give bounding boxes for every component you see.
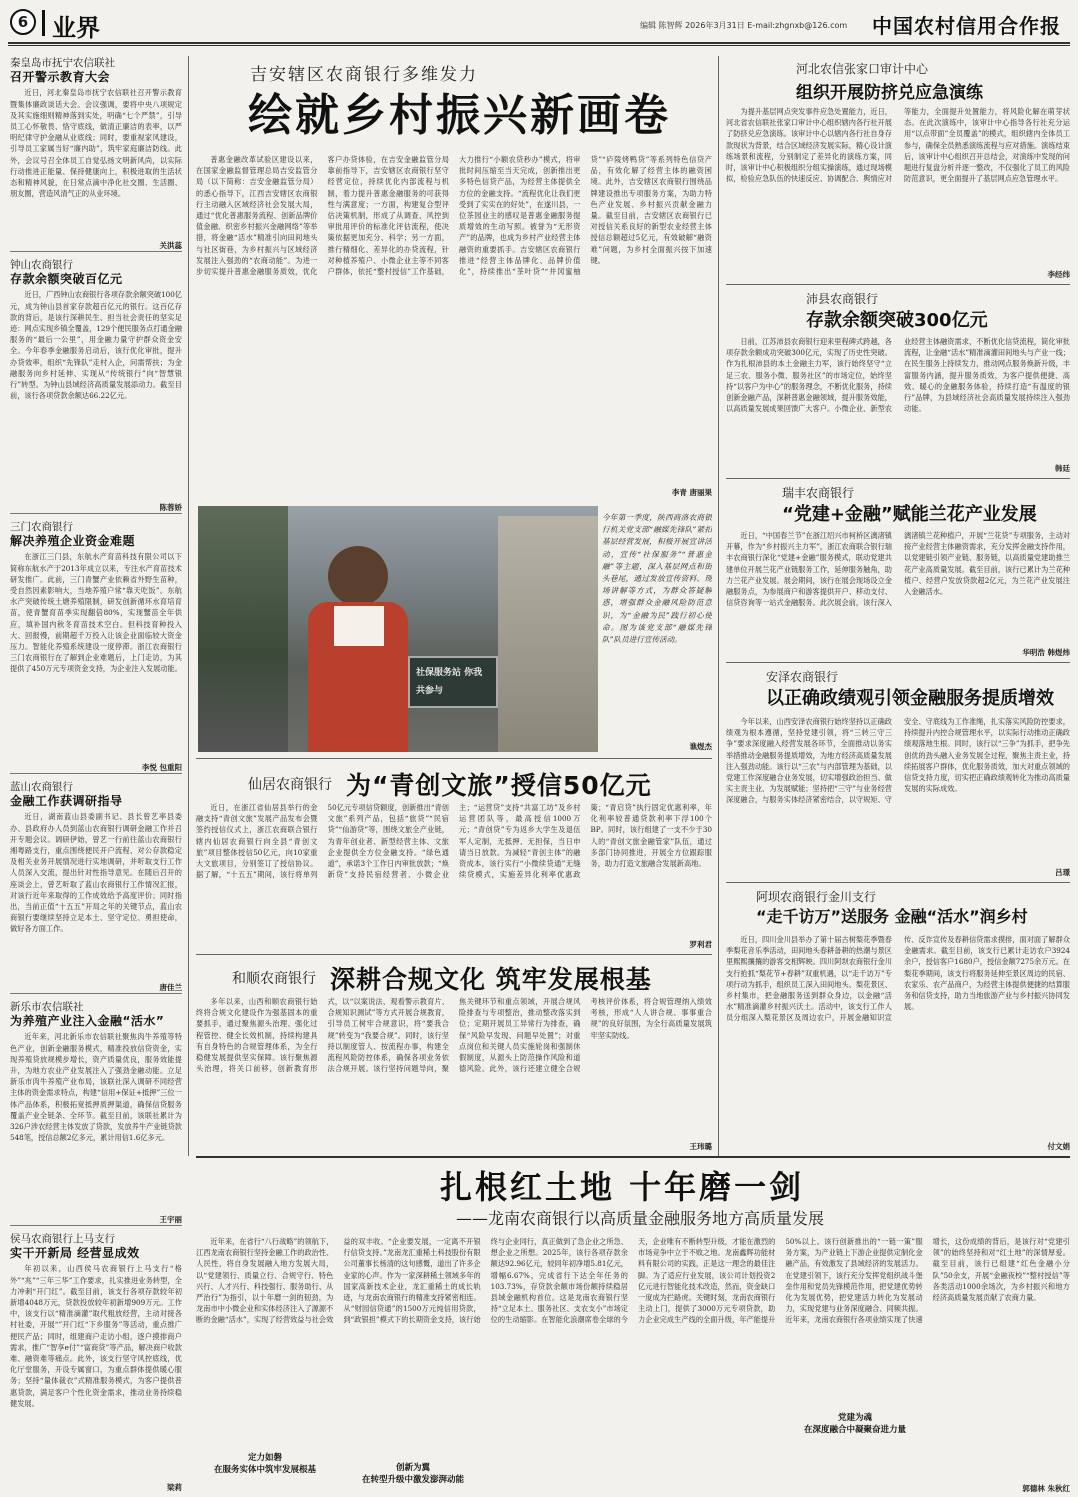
left-article-kicker: 三门农商银行 (10, 521, 73, 533)
left-article-author: 王宇丽 (157, 1214, 183, 1225)
left-article-headline: 召开警示教育大会 (10, 70, 111, 84)
heshun-kicker: 和顺农商银行 (232, 971, 316, 987)
ji-an-headline: 绘就乡村振兴新画卷 (248, 90, 671, 141)
left-article-headline: 存款余额突破百亿元 (10, 272, 123, 286)
xianju-kicker: 仙居农商银行 (248, 777, 332, 793)
zhangjiakou-body: 为提升基层网点突发事件应急处置能力，近日，河北省农信联社张家口审计中心组织辖内各行社开展了防挤兑应急演练。该审计中心以辖内各行社自身存款现状为背景，结合区域经济发展实际，精心设计演练场景和流程，分别制定了差异化的演练方案，同时，该审计中心积极组织分组实操演练，通过现场模拟，检验应急队伍的快速反应、协调配合、舆情应对等能力，全面提升处置能力，将风险化解在萌芽状态。在此次演练中，该审计中心指导各行社充分运用“以点带面”全员覆盖”的模式，组织辖内全体员工参与，确保全员熟悉演练流程与应对措施。演练结束后，该审计中心组织召开总结会，对演练中发现的问题进行复盘分析并逐一整改，不仅强化了员工的风险防范意识，更全面提升了基层网点应急管理水平。 (726, 107, 1070, 184)
caption-text: 今年第一季度，陕西商洛农商银行机关党支部“融媒先锋队”紧扣基层经营发展，积极开展宣讲活动，宣传“社保服务”“普惠金融”等主题，深入基层网点和街头巷尾，通过发放宣传资料、现场讲解等方式，为群众答疑解惑，增强群众金融风险防范意识，为“金融为民”践行初心使命。图为该党支部“融媒先锋队”队员进行宣传活动。 (602, 513, 712, 645)
longnan-subhead: ——龙南农商银行以高质量金融服务地方高质量发展 (456, 1209, 825, 1228)
xianju-headline: 为“青创文旅”授信50亿元 (346, 771, 652, 800)
left-column (10, 56, 182, 1492)
article-xianju (196, 762, 712, 950)
news-photo (198, 506, 598, 752)
ji-an-body: 普惠金融改革试验区建设以来，在国家金融监督管理总局吉安监管分局（以下简称：吉安金融监管分局）的悉心指导下，江西吉安辖区农商银行主动融入区域经济社会发展大局，通过“优化普惠服务流程、创新品牌价值金融、织密乡村振兴金融网络”等举措，将金融“活水”精准引向田间地头与社区街巷，为乡村振兴与区域经济发展注入强劲的“农商动能”。为进一步切实提升普惠金融服务质效，优化客户办贷体验，在吉安金融监管分局靠前指导下，吉安辖区农商银行坚守经营定位，持续优化内部流程与机制，着力提升普惠金融服务的可获得性与满意度；一方面，构建复合型评估决策机制，形成了从调查、风控到审批用评价的标准化评估流程，使决策依据更加充分、科学；另一方面，推行精细化、差异化的办贷流程，针对种植养殖户、小微企业主等不同客户群体，依托“整村授信”工作基础，大力推行“小额农贷秒办”模式，将审批时间压缩至当天完成，创新推出更多特色信贷产品，为经营主体提供全方位的金融支持。“流程优化让我们更受到了实实在的好处”，在遂川县，一位茶园业主的感叹是普惠金融服务提质增效的生动写照。被誉为“无形资产”的品牌，也成为乡村产业经营主体融资的重要抓手。吉安辖区农商银行推进“经营主体品牌化、品牌价值化”，持续推出“茶叶贷”“井冈蜜柚贷”“庐陵烤鸭贷”等系列特色信贷产品，有效化解了经营主体的融资困境。此外，吉安辖区农商银行围绕品牌建设推出专项服务方案，为助力特色产业发展、乡村振兴贡献金融力量。截至目前，吉安辖区农商银行已对授信关系良好的新型农业经营主体授信总额超过5亿元，有效破解“融资难”问题，为乡村全面振兴按下加速键。 (196, 155, 712, 277)
longnan-author: 郭德林 朱秋红 (1019, 1483, 1070, 1494)
left-article-kicker: 蓝山农商银行 (10, 781, 73, 793)
longnan-headline: 扎根红土地 十年磨一剑 (440, 1168, 805, 1206)
left-article-kicker: 钟山农商银行 (10, 259, 73, 271)
jinchuan-headline: “走千访万”送服务 金融“活水”润乡村 (756, 907, 1028, 926)
left-article-author: 李悦 包重阳 (139, 762, 182, 773)
page-number-circle (10, 9, 36, 35)
jinchuan-body: 近日，四川金川县举办了第十届古树梨花季暨春季梨花音乐季活动，田间地头春耕备耕的热潮与景区里熙熙攘攘的游客交相辉映。四川阿坝农商银行金川支行抢抓“梨花节+春耕”双重机遇，以“走千访万”专项行动为抓手，组织员工深入田间地头、梨花景区、乡村集市，把金融服务送到群众身边，以金融“活水”精准滴灌乡村振兴沃土。活动中，该支行工作人员分组深入梨花景区及周边农户，开展金融知识宣传、反诈宣传及春耕信贷需求摸排，面对面了解群众金融需求。截至目前，该支行已累计走访农户3924余户，授信客户1680户，授信金额7275余万元。在梨花季期间，该支行将服务延伸至景区周边的民宿、农家乐、农产品商户，为经营主体提供便捷的结算服务和信贷支持，助力当地旅游产业与乡村振兴协同发展。 (726, 935, 1070, 1023)
jinchuan-author: 付文娟 (1045, 1141, 1071, 1152)
left-article-author: 梁莉 (164, 1482, 182, 1492)
zhangjiakou-headline: 组织开展防挤兑应急演练 (796, 83, 983, 103)
longnan-subheading-2: 创新为翼 在转型升级中激发澎湃动能 (344, 1462, 482, 1486)
ji-an-kicker: 吉安辖区农商银行多维发力 (250, 65, 478, 85)
article-anze (726, 666, 1070, 878)
article-peixian (726, 288, 1070, 474)
caption-author: 谯煜杰 (687, 741, 713, 752)
article-ji-an (196, 58, 712, 498)
ruifeng-kicker: 瑞丰农商银行 (782, 486, 855, 500)
article-heshun (196, 958, 712, 1152)
left-article-author: 关洪蕊 (157, 240, 183, 251)
ruifeng-body: 近日，“中国春兰节”在浙江绍兴市柯桥区漓渚镇开幕，作为“乡村振兴主力军”，浙江农商联合银行瑞丰农商银行深化“党建+金融”服务模式，联动党建共建单位开展兰花产业链服务工作，延伸服务触角，助力兰花产业发展。展会期间，该行在展会现场设立金融服务点，为参展商户和游客提供开户、移动支付、信贷咨询等一站式金融服务。此次展会前，该行深入漓渚镇兰花种植户，开展“兰花贷”专项服务，主动对接产业经营主体融资需求，充分发挥金融支持作用，以党建链引领产业链、服务链，以高质量党建助推兰花产业高质量发展。截至目前，该行已累计为兰花种植户、经营户发放贷款超2亿元，为兰花产业发展注入金融活水。 (726, 531, 1070, 608)
masthead (0, 0, 1078, 46)
left-article-headline: 实干开新局 经营显成效 (10, 1246, 140, 1260)
heshun-author: 王玮璐 (687, 1141, 713, 1152)
left-article-headline: 金融工作获调研指导 (10, 794, 123, 808)
left-article-kicker: 侯马农商银行上马支行 (10, 1233, 115, 1245)
anze-author: 吕璟 (1052, 867, 1070, 878)
section-name: 业界 (52, 14, 100, 42)
left-article-headline: 为养殖产业注入金融“活水” (10, 1014, 165, 1028)
left-article (10, 520, 182, 774)
left-article (10, 1000, 182, 1226)
ruifeng-headline: “党建+金融”赋能兰花产业发展 (782, 504, 1037, 525)
ruifeng-author: 华明浩 韩煜炜 (1019, 647, 1070, 658)
heshun-body: 多年以来，山西和顺农商银行始终将合规文化建设作为强基固本的重要抓手，通过聚焦源头治理、强化过程管控、健全长效机制，持续构建具有自身特色的合规管理体系，为全行稳健发展提供坚实保障。该行聚焦源头治理，将关口前移，创新教育形式，以“以案说法、观看警示教育片、合规知识测试”等方式开展合规教育，引导员工树牢合规意识，将“要我合规”转变为“我要合规”。同时，该行坚持以制度管人、按流程办事，构建全流程风险防控体系，确保各项业务依法合规开展。该行坚持问题导向，聚焦关键环节和重点领域，开展合规风险排查与专项整治，推动整改落实到位；定期开展员工异常行为排查，确保“风险早发现、问题早处置”；对重点岗位和关键人员实施轮岗和强制休假制度，从源头上防范操作风险和道德风险。此外，该行还建立健全合规考核评价体系，将合规管理纳入绩效考核，形成“人人讲合规、事事重合规”的良好氛围，为全行高质量发展筑牢坚实防线。 (196, 997, 712, 1074)
editor-info: 编辑 陈智辉 2026年3月31日 E-mail:zhgnxb@126.com (640, 21, 848, 30)
left-article (10, 258, 182, 514)
left-article (10, 1232, 182, 1492)
peixian-kicker: 沛县农商银行 (806, 292, 879, 306)
left-article-author: 陈蓉娇 (157, 502, 183, 513)
left-article-author: 唐佳兰 (157, 982, 183, 993)
left-article-kicker: 秦皇岛市抚宁农信联社 (10, 57, 115, 69)
anze-body: 今年以来，山西安泽农商银行始终坚持以正确政绩观为根本遵循，坚持党建引领，将“三转三守三争”要求深度融入经营发展各环节，全面推动以务实举措推动金融服务提质增效，为地方经济高质量发展注入强劲动能。该行以“三农”与内部管理为基础，以党建工作深度融合业务发展，切实增强政治担当、做实主责主业、为发展赋能；坚持把“三守”与业务经营深度融合，与服务实体经济紧密结合，以守规矩、守安全、守底线为工作准绳，扎实落实风险防控要求，持续提升内控合规管理水平，以实际行动推动正确政绩观落地生根。同时，该行以“三争”为抓手，把争先创优的劲头融入业务发展全过程，聚焦主责主业，持续拓展客户群体，优化服务质效，加大对重点领域的信贷支持力度，切实把正确政绩观转化为推动高质量发展的实际成效。 (726, 717, 1070, 805)
left-article-body: 在浙江三门县，东航水产育苗科技有限公司以下简称东航水产于2013年成立以来，专注水产育苗技术研发推广。此前，三门青蟹产业依赖省外野生苗种，受自然因素影响大，当地养殖户常“靠天吃饭”。东航水产突破传统土塘养殖限制，研发创新循环水育培育苗，使青蟹育苗季实现翻倍80%，实现蟹苗全年供应，填补国内秋冬育苗技术空白。但科技育种投入大、回报慢，前期超千万投入让该企业面临较大资金压力。智能化养殖系统建设一度停滞。浙江农商银行三门农商银行在了解到企业难题后，上门走访，为其提供了450万元专项资金支持，为企业注入发展动能。 (10, 552, 182, 674)
longnan-body: 近年来，在省行“八行战略”的领航下，江西龙南农商银行坚持金融工作的政治性、人民性，将自身发展融入地方发展大局，以“党建领行、质量立行、合规守行、特色兴行、人才兴行、科技强行、服务助行、从严治行”为指引，以十年磨一剑的韧劲，为龙南市中小微企业和实体经济注入了源源不断的金融“活水”，实现了经营效益与社会效益的双丰收。“企业要发展，一定离不开银行信贷支持。”龙南龙汇重稀土科技股份有限公司董事长杨清的这句感慨，道出了许多企业家的心声。作为一家深耕稀土领域多年的国家高新技术企业，龙汇重稀土的成长轨迹，与龙南农商银行的精准支持紧密相连。从“财园信贷通”的1500万元纯信用贷款，到“政银担”模式下的长期资金支持，该行始终与企业同行，真正做到了急企业之所急、想企业之所想。2025年，该行各项存款余额达92.96亿元，较同年初净增5.81亿元，增幅6.67%，完成省行下达全年任务的103.73%，存贷款余额市场份额持续稳居县域金融机构首位。这是龙南农商银行坚持“立足本土、服务社区、支农支小”市场定位的生动缩影。在智能化浪潮席卷全球的今天，企业唯有不断转型升级，才能在激烈的市场竞争中立于不败之地。龙南鑫辉功能材料有限公司的实践，正是这一理念的最佳注脚。为了适应行业发展，该公司计划投资2亿元进行智能化技术改造，然而，资金缺口一度成为拦路虎。关键时刻，龙南农商银行主动上门，提供了3000万元专项贷款，助力企业完成生产线的全面升级，年产能提升50%以上。该行创新推出的“一链一策”服务方案，为产业链上下游企业提供定制化金融产品，有效激发了县域经济的发展活力。在党建引领下，该行充分发挥党组织战斗堡垒作用和党员先锋模范作用，把党建优势转化为发展优势，把党建活力转化为发展动力，实现党建与业务深度融合、同频共振。近年来，龙南农商银行各项业绩实现了快速增长，这份成绩的背后，是该行对“党建引领”的始终坚持和对“红土地”的深情厚爱。截至目前，该行已组建“红色金融小分队”50余支，开展“金融夜校”“整村授信”等各类活动1000余场次，为乡村振兴和地方经济高质量发展贡献了农商力量。 (196, 1237, 1070, 1325)
article-ruifeng (726, 482, 1070, 658)
heshun-headline: 深耕合规文化 筑牢发展根基 (330, 965, 652, 994)
longnan-subheading-3: 党建为魂 在深度融合中凝聚奋进力量 (786, 1412, 924, 1436)
left-article-kicker: 新乐市农信联社 (10, 1001, 84, 1013)
page-number: 6 (17, 13, 29, 31)
photo-caption (602, 512, 712, 752)
left-article-headline: 解决养殖企业资金难题 (10, 534, 136, 548)
zhangjiakou-kicker: 河北农信张家口审计中心 (796, 62, 929, 76)
left-article (10, 56, 182, 252)
xianju-body: 近日，在浙江省仙居县举行的金融支持“青创文旅”发展产品发布会暨签约授信仪式上，浙江农商联合银行辖内仙居农商银行向全县“青创文旅”项目整体授信50亿元，向10家重大文旅项目，分别签订了授信协议。据了解，“十五五”期间，该行将单列50亿元专项信贷额度，创新推出“青创文旅”系列产品，包括“旅贷”“民宿贷”“仙游贷”等，围绕文旅全产业链，为青年创业者、新型经营主体、文旅企业提供全方位金融支持。“绿色通道”，承诺3个工作日内审批放款；“焕新贷”支持民宿经营者、小微企业主；“运营贷”支持“共富工坊”及乡村运营团队等，最高授信1000万元；“青创贷”专为返乡大学生及退伍军人定制，无抵押、无担保，当日申请当日放款。为减轻“青创主体”的融资成本，该行实行“小微续贷通”无缝续贷模式，实施差异化利率优惠政策；“青启贷”执行固定优惠利率，年化利率较普通贷款利率下浮100个BP。同时，该行组建了一支不少于30人的“青创文旅金融管家”队伍，通过多部门协同推进，开展全方位跟踪服务，助力打造文旅融合发展新高地。 (196, 803, 712, 880)
left-article-body: 近日，湖南蓝山县委副书记、县长曾艺率县委办、县政府办人员到蓝山农商银行调研金融工作并召开专题会议。调研伊始，曾艺一行前往蓝山农商银行湘粤路支行，重点围绕便民开户流程、对公存款稳定及相关业务开展情况进行实地调研，并听取支行工作人员深入交流，提出针对性指导意见。在随后召开的座谈会上，曾艺听取了蓝山农商银行工作情况汇报，对该行近年来取得的工作成效给予高度评价；同时指出，当前正值“十五五”开局之年的关键节点，蓝山农商银行要继续坚持立足本土、坚守定位、勇担使命，做好各方面工作。 (10, 812, 182, 934)
zhangjiakou-author: 李经纬 (1045, 269, 1071, 280)
peixian-author: 韩廷 (1052, 463, 1070, 474)
left-article (10, 780, 182, 994)
jinchuan-kicker: 阿坝农商银行金川支行 (756, 890, 877, 904)
left-article-body: 年初以来，山西侯马农商银行上马支行“格外”“兆”“三年三华”工作要求，扎实推进业务转型，全力冲刺“开门红”。截至目前，该支行各项存款较年初新增4048万元，贷款投放较年初新增909万元。工作中，该支行以“精准滴灌”取代粗放经营，主动对接各村社委，开展“”开门红“下乡服务”等活动，重点推广便民产品；同时，组建商户走访小组，逐户摸排商户需求，推广“智享e付”“富商贷”等产品，解决商户收款难、融资难等痛点。此外，该支行坚守风控底线，优化厅堂服务，开设专属窗口，为重点群体提供暖心服务；坚持“量体裁衣”式精准服务模式，为客户提供普惠贷款，满足客户个性化资金需求，推动业务持续稳健发展。 (10, 1264, 182, 1408)
left-article-body: 近日，河北秦皇岛市抚宁农信联社召开警示教育暨集体廉政谈话大会。会议强调，要将中央八项规定及其实施细则精神落到实处，明确“七个严禁”，引导员工心怀敬畏、恪守底线，做清正廉洁的表率，以严明纪律守护金融从业底线；同时，要重视家风建设，引导员工家属当好“廉内助”，筑牢家庭廉洁防线。此外，会议号召全体员工自觉弘扬文明新风尚，以实际行动推进正能量、保持健康向上，积极进取的生活状态和精神风貌，在日常点滴中净化社交圈、生活圈、朋友圈，营造风清气正的从业环境。 (10, 88, 182, 199)
photo-sign: 社保服务站 你我共参与 (408, 656, 498, 708)
article-jinchuan (726, 886, 1070, 1152)
left-article-body: 近日，广西钟山农商银行各项存款余额突破100亿元，成为钟山县首家存款超百亿元的银行。这百亿存款的背后，是该行深耕民生、担当社会责任的坚实足迹：网点实现乡镇全覆盖，129个便民服务点打通金融服务的“最后一公里”，用金融力量守护群众资金安全。今年春季金融服务启动后，该行优化审批，提升办贷效率，组织“先锋队”走村入企，问需帮扶；为金融服务向乡村延伸、实现从“传统银行”向“智慧银行”转型。为钟山县域经济高质量发展添动力。截至目前，该行各项贷款余额达66.22亿元。 (10, 290, 182, 401)
peixian-body: 日前，江苏沛县农商银行迎来里程碑式跨越，各项存款余额成功突破300亿元，实现了历史性突破。作为扎根沛县的本土金融主力军，该行始终坚守“立足三农、服务小微、服务社区”的市场定位，始终坚持“以客户为中心”的服务理念，不断优化服务，持续创新金融产品，深耕普惠金融领域，提升服务效能，以高质量发展成果回馈广大客户。小微企业、新型农业经营主体融资需求，不断优化信贷流程，简化审批流程，让金融“活水”精准滴灌田间地头与产业一线；在民生服务上持续发力，推动网点服务焕新升级，丰富服务内涵，提升服务质效，为客户提供便捷、高效、暖心的金融服务体验，持续打造“有温度的银行”品牌，为县域经济社会高质量发展持续注入强劲动能。 (726, 337, 1070, 414)
peixian-headline: 存款余额突破300亿元 (806, 310, 988, 331)
anze-headline: 以正确政绩观引领金融服务提质增效 (766, 688, 1054, 709)
paper-title: 中国农村信用合作报 (872, 14, 1061, 38)
longnan-subheading-1: 定力如磐 在服务实体中筑牢发展根基 (196, 1452, 334, 1476)
xianju-author: 罗利君 (687, 939, 713, 950)
ji-an-author: 李青 唐丽果 (669, 487, 712, 498)
article-longnan (196, 1160, 1070, 1494)
anze-kicker: 安泽农商银行 (766, 670, 839, 684)
article-zhangjiakou (726, 58, 1070, 280)
left-article-body: 近年来，河北新乐市农信联社聚焦肉牛养殖等特色产业，创新金融服务模式，精准投放信贷资金，实现养殖贷放规模步增长，资产质量优良，服务效能提升，为地方农业产业发展注入了强劲金融动能。立足新乐市肉牛养殖产业布局，该联社深入调研不同经营主体的资金需求特点，构建“信用+保证+抵押”三位一体产品体系，积极拓宽抵押质押渠道，确保信贷服务覆盖产业全链条、全环节。截至目前，该联社累计为326户涉农经营主体发放了贷款，发放养牛产业链贷款548笔，授信总额2亿多元，累计用信1.6亿多元。 (10, 1032, 182, 1143)
